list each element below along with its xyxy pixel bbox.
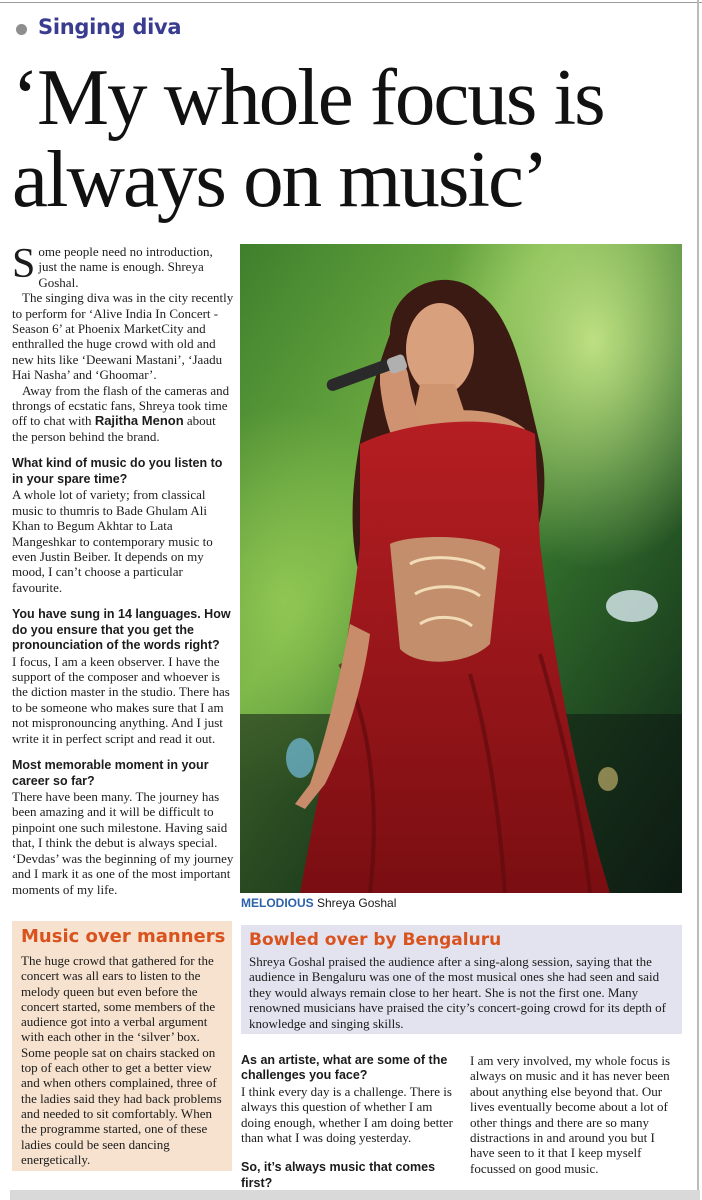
intro-text-3a: Away from the flash of the cameras and throngs of ecstatic fans, Shreya took time off to chat with <box>12 382 230 429</box>
sidebar-box-music-over-manners <box>12 921 232 1171</box>
question-3: Most memorable moment in your career so far? <box>12 758 209 788</box>
bottom-rule <box>10 1190 700 1200</box>
bullet-icon <box>16 24 27 35</box>
article-column-1 <box>12 241 234 897</box>
intro-paragraph-3 <box>12 383 234 445</box>
answer-3: There have been many. The journey has been amazing and it will be difficult to pinpoint one such milestone. Having said that, I think the debut is always special. ‘Devdas’ was the beginning of my journey and I mark it as one of the most important moments of my life. <box>12 789 234 897</box>
question-2: You have sung in 14 languages. How do you ensure that you get the pronounciation of the words right? <box>12 607 231 653</box>
top-rule <box>0 2 702 3</box>
singer-photo <box>240 244 682 893</box>
section-kicker: Singing diva <box>38 15 182 39</box>
answer-4: I think every day is a challenge. There is always this question of whether I am doing enough, whether I am doing better than what I was doing yesterday. <box>241 1083 453 1146</box>
answer-2: I focus, I am a keen observer. I have the support of the composer and whoever is the diction master in the studio. There has to be someone who makes sure that I am not mispronouncing anything. And I just write it in perfect script and read it out. <box>12 653 230 746</box>
drop-cap: S <box>12 241 36 287</box>
intro-paragraph-1 <box>12 241 234 290</box>
box-text: The huge crowd that gathered for the concert was all ears to listen to the melody queen but even before the concert started, some members of the audience got into a verbal argument with each other in the ‘silver’ box. Some people sat on chairs stacked on top of each other to get a better view and when others complained, three of the ladies said they had back problems and needed to sit comfortably. When the programme started, one of these ladies could be seen dancing energetically. <box>21 953 222 1167</box>
intro-text-1: ome people need no introduction, just the name is enough. Shreya Goshal. <box>38 244 213 290</box>
photo-illustration <box>240 244 682 893</box>
answer-5: I am very involved, my whole focus is always on music and it has never been about anything else beyond that. Our lives eventually become about a lot of other things and there are so many distractions in and around you but I have seen to it that I keep myself focussed on good music. <box>470 1053 671 1176</box>
box-text: Shreya Goshal praised the audience after a sing-along session, saying that the audience in Bengaluru was one of the most musical ones she had seen and said they would always remain close to her heart. She is not the first one. Many renowned musicians have praised the city’s concert-going crowd for its depth of knowledge and singing skills. <box>249 954 666 1031</box>
question-5: So, it’s always music that comes first? <box>241 1160 436 1190</box>
headline <box>12 52 692 224</box>
headline-line-2: always on music’ <box>12 134 547 224</box>
question-1: What kind of music do you listen to in your spare time? <box>12 456 223 486</box>
box-title: Music over manners <box>21 926 226 947</box>
caption-text: Shreya Goshal <box>313 896 397 910</box>
sidebar-box-bowled-over <box>241 925 682 1034</box>
intro-text-3c: about the person behind the brand. <box>12 413 216 444</box>
headline-line-1: ‘My whole focus is <box>12 52 604 142</box>
answer-1: A whole lot of variety; from classical music to thumris to Bade Ghulam Ali Khan to Begum Akhtar to Lata Mangeshkar to contemporary music to even Justin Beiber. It depends on my mood, I can’t choose a particular favourite. <box>12 487 213 595</box>
box-title: Bowled over by Bengaluru <box>249 930 502 950</box>
photo-caption <box>241 896 396 910</box>
article-column-4 <box>470 1053 682 1176</box>
caption-label: MELODIOUS <box>241 896 314 910</box>
author-name: Rajitha Menon <box>94 413 184 429</box>
intro-paragraph-2: The singing diva was in the city recently to perform for ‘Alive India In Concert - Season 6’ at Phoenix MarketCity and enthralled the huge crowd with old and new hits like ‘Deewani Mastani’, ‘Jaadu Hai Nasha’ and ‘Ghoomar’. <box>12 290 234 383</box>
question-4: As an artiste, what are some of the challenges you face? <box>241 1053 448 1083</box>
column-rule <box>697 0 699 1190</box>
article-column-3 <box>241 1053 456 1191</box>
